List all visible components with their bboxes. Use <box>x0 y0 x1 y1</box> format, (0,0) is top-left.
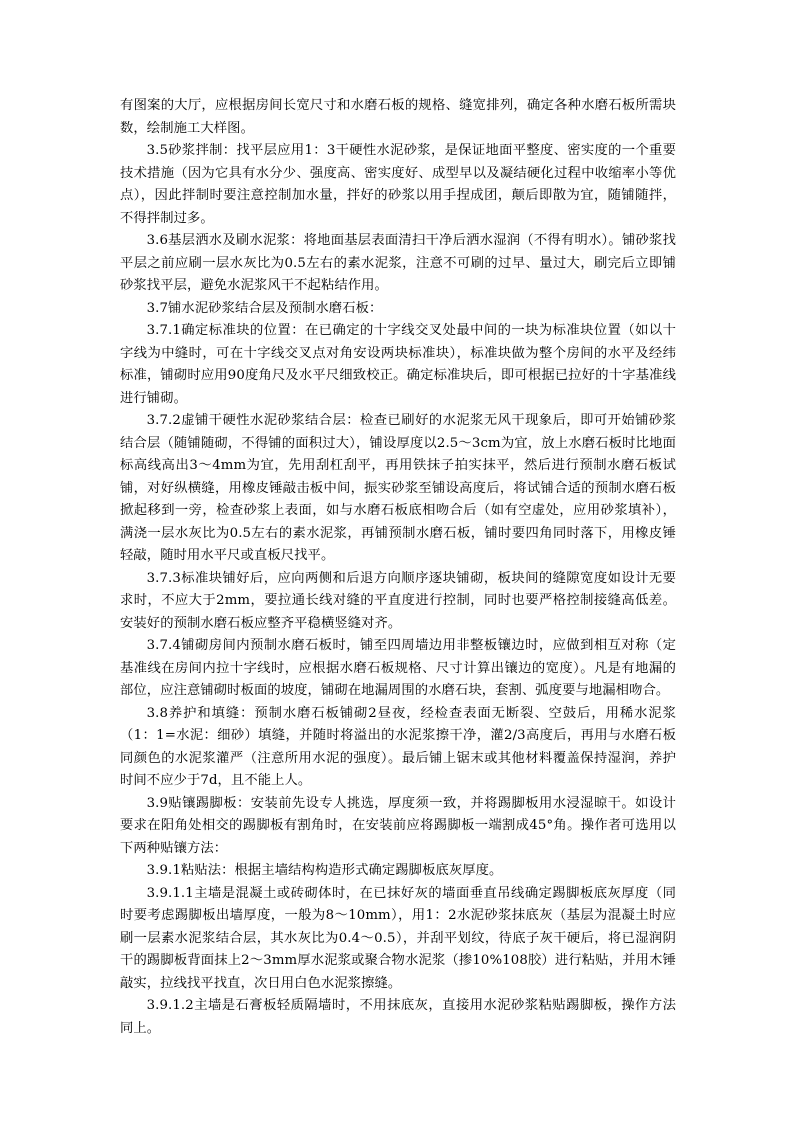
paragraph-continuation: 有图案的大厅，应根据房间长宽尺寸和水磨石板的规格、缝宽排列，确定各种水磨石板所需块数，绘制施工大样图。 <box>120 98 676 136</box>
paragraph-3-9-skirting: 3.9贴镶踢脚板：安装前先设专人挑选，厚度须一致，并将踢脚板用水浸湿晾干。如设计要求在阳角处相交的踢脚板有割角时，在安装前应将踢脚板一端割成45°角。操作者可选用以下两种贴镶方法： <box>120 795 676 856</box>
document-page <box>120 95 676 1040</box>
paragraph-3-8-curing: 3.8养护和填缝：预制水磨石板铺砌2昼夜，经检查表面无断裂、空鼓后，用稀水泥浆（1：1=水泥：细砂）填缝，并随时将溢出的水泥浆擦干净，灌2/3高度后，再用与水磨石板同颜色的水泥浆灌严（注意所用水泥的强度）。最后铺上锯末或其他材料覆盖保持湿润，养护时间不应少于7d，且不能上人。 <box>120 705 676 788</box>
paragraph-3-9-1-2-gypsum-wall: 3.9.1.2主墙是石膏板轻质隔墙时，不用抹底灰，直接用水泥砂浆粘贴踢脚板，操作方法同上。 <box>120 998 676 1036</box>
paragraph-3-7-1-standard-block: 3.7.1确定标准块的位置：在已确定的十字线交叉处最中间的一块为标准块位置（如以十字线为中缝时，可在十字线交叉点对角安设两块标准块），标准块做为整个房间的水平及经纬标准，铺砌时应用90度角尺及水平尺细致校正。确定标准块后，即可根据已拉好的十字基准线进行铺砌。 <box>120 323 676 406</box>
paragraph-3-9-1-1-concrete-wall: 3.9.1.1主墙是混凝土或砖砌体时，在已抹好灰的墙面垂直吊线确定踢脚板底灰厚度（同时要考虑踢脚板出墙厚度，一般为8～10mm），用1：2水泥砂浆抹底灰（基层为混凝土时应刷一层素水泥浆结合层，其水灰比为0.4～0.5），并刮平划纹，待底子灰干硬后，将已湿润阴干的踢脚板背面抹上2～3mm厚水泥浆或聚合物水泥浆（掺10%108胶）进行粘贴，并用木锤敲实，拉线找平找直，次日用白色水泥浆擦缝。 <box>120 885 676 991</box>
paragraph-3-9-1-bonding: 3.9.1粘贴法：根据主墙结构构造形式确定踢脚板底灰厚度。 <box>146 863 503 878</box>
paragraph-3-7-2-mortar-layer: 3.7.2虚铺干硬性水泥砂浆结合层：检查已刷好的水泥浆无风干现象后，即可开始铺砂浆结合层（随铺随砌，不得铺的面积过大），铺设厚度以2.5～3cm为宜，放上水磨石板时比地面标高线高出3～4mm为宜，先用刮杠刮平，再用铁抹子拍实抹平，然后进行预制水磨石板试铺，对好纵横缝，用橡皮锤敲击板中间，振实砂浆至铺设高度后，将试铺合适的预制水磨石板掀起移到一旁，检查砂浆上表面，如与水磨石板底相吻合后（如有空虚处，应用砂浆填补），满浇一层水灰比为0.5左右的素水泥浆，再铺预制水磨石板，铺时要四角同时落下，用橡皮锤轻敲，随时用水平尺或直板尺找平。 <box>120 413 676 563</box>
paragraph-3-7-heading: 3.7铺水泥砂浆结合层及预制水磨石板： <box>146 300 383 316</box>
paragraph-3-6-base-watering: 3.6基层洒水及刷水泥浆：将地面基层表面清扫干净后洒水湿润（不得有明水）。铺砂浆找平层之前应刷一层水灰比为0.5左右的素水泥浆，注意不可刷的过早、量过大，刷完后立即铺砂浆找平层，避免水泥浆风干不起粘结作用。 <box>120 233 676 293</box>
paragraph-3-7-4-edge-laying: 3.7.4铺砌房间内预制水磨石板时，铺至四周墙边用非整板镶边时，应做到相互对称（定基准线在房间内拉十字线时，应根据水磨石板规格、尺寸计算出镶边的宽度）。凡是有地漏的部位，应注意铺砌时板面的坡度，铺砌在地漏周围的水磨石块，套割、弧度要与地漏相吻合。 <box>120 638 676 698</box>
paragraph-3-5-mortar-mixing: 3.5砂浆拌制：找平层应用1：3干硬性水泥砂浆，是保证地面平整度、密实度的一个重要技术措施（因为它具有水分少、强度高、密实度好、成型早以及凝结硬化过程中收缩率小等优点），因此拌制时要注意控制加水量，拌好的砂浆以用手捏成团，颠后即散为宜，随铺随拌，不得拌制过多。 <box>120 143 676 226</box>
paragraph-3-7-3-laying-order: 3.7.3标准块铺好后，应向两侧和后退方向顺序逐块铺砌，板块间的缝隙宽度如设计无要求时，不应大于2mm，要拉通长线对缝的平直度进行控制，同时也要严格控制接缝高低差。安装好的预制水磨石板应整齐平稳横竖缝对齐。 <box>120 570 676 631</box>
